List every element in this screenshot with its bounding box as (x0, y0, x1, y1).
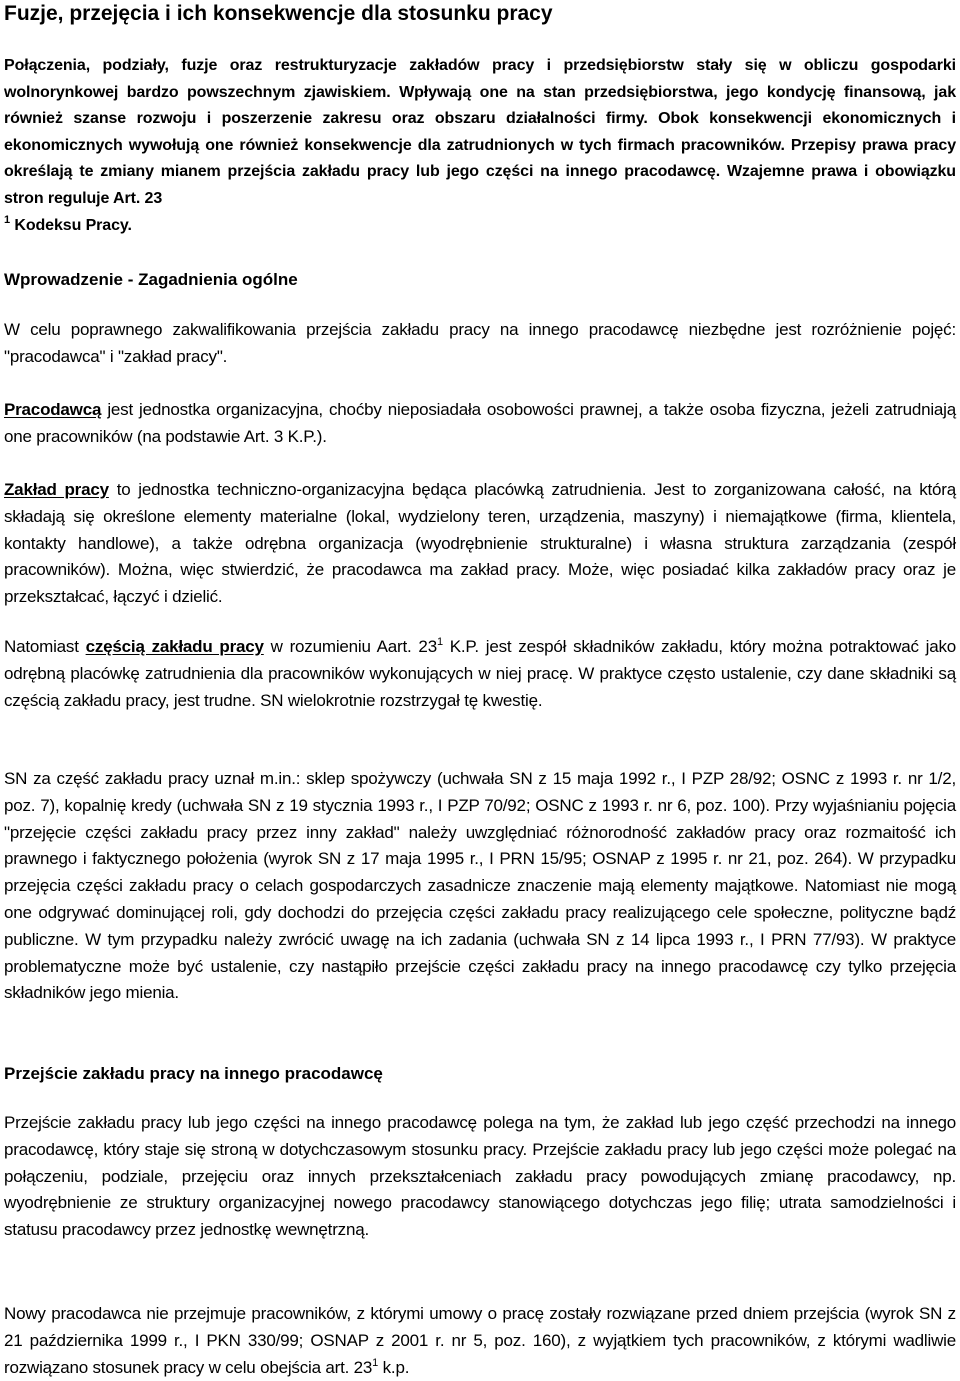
superscript: 1 (436, 636, 443, 648)
superscript: 1 (4, 213, 11, 226)
superscript: 1 (372, 1356, 379, 1369)
paragraph-transfer: Przejście zakładu pracy lub jego części na innego pracodawcę polega na tym, że zakład lub jego część przechodzi na innego pracodawcę, który staje się stroną w dotychczasowym stosunku pracy. Przejście zakładu pracy lub jego części może polegać na połączeniu, podziale, przejęciu oraz innych przekształceniach zakładu pracy powodujących zmianę pracodawcy, np. wyodrębnienie ze struktury organizacyjnej nowego pracodawcy stanowiącego dotychczas jego filię; utrata samodzielności i statusu pracodawcy przez jednostkę wewnętrzną. (4, 1113, 956, 1240)
paragraph-text: w rozumieniu Aart. 23 (263, 637, 437, 656)
paragraph-text: K.P. jest zespół składników zakładu, który można potraktować jako odrębną placówkę zatrudnienia dla pracowników wykonujących w niej pracę. W praktyce często ustalenie, czy dane składniki są częścią zakładu pracy, jest trudne. SN wielokrotnie rozstrzygał tę kwestię. (4, 637, 957, 710)
paragraph-new-employer (4, 1301, 956, 1381)
paragraph-text: Nowy pracodawca nie przejmuje pracowników, z którymi umowy o pracę zostały rozwiązane przed dniem przejścia (wyrok SN z 21 października 1999 r., I PKN 330/99; OSNAP z 2001 r. nr 5, poz. 160), z wyjątkiem tych pracowników, z którymi wadliwie rozwiązano stosunek pracy w celu obejścia art. 23 (4, 1304, 956, 1377)
paragraph-definitions: W celu poprawnego zakwalifikowania przejścia zakładu pracy na innego pracodawcę niezbędne jest rozróżnienie pojęć: "pracodawca" i "zakład pracy". (4, 320, 956, 366)
intro-text: Połączenia, podziały, fuzje oraz restrukturyzacje zakładów pracy i przedsiębiorstw stały się w obliczu gospodarki wolnorynkowej bardzo powszechnym zjawiskiem. Wpływają one na stan przedsiębiorstwa, jego kondycję finansową, jak również szanse rozwoju i poszerzenie zakresu oraz obszaru działalności firmy. Obok konsekwencji ekonomicznych i ekonomicznych wywołują one również konsekwencje dla zatrudnionych w tych firmach pracowników. Przepisy prawa pracy określają te zmiany mianem przejścia zakładu pracy lub jego części na innego pracodawcę. Wzajemne prawa i obowiązku stron reguluje Art. 23 (4, 57, 956, 207)
intro-paragraph (4, 53, 956, 239)
paragraph-case-law: SN za część zakładu pracy uznał m.in.: sklep spożywczy (uchwała SN z 15 maja 1992 r., I PZP 28/92; OSNC z 1993 r. nr 1/2, poz. 7), kopalnię kredy (uchwała SN z 19 stycznia 1993 r., I PZP 70/92; OSNC z 1993 r. nr 6, poz. 100). Przy wyjaśnianiu pojęcia "przejęcie części zakładu pracy przez inny zakład" należy uwzględniać różnorodność zakładów pracy oraz rozmaitość ich prawnego i faktycznego położenia (wyrok SN z 17 maja 1995 r., I PRN 15/95; OSNAP z 1995 r. nr 21, poz. 264). W przypadku przejęcia części zakładu pracy o celach gospodarczych zasadnicze znaczenie mają elementy majątkowe. Natomiast nie mogą one odgrywać dominującej roli, gdy dochodzi do przejęcia części zakładu pracy realizującego cele społeczne, polityczne bądź publiczne. W tym przypadku należy zwrócić uwagę na ich zadania (uchwała SN z 14 lipca 1993 r., I PRN 77/93). W praktyce problematyczne może być ustalenie, czy nastąpiło przejście części zakładu pracy na innego pracodawcę czy tylko przejęcia składników jego mienia. (4, 769, 956, 1003)
paragraph-text: Natomiast (4, 637, 86, 656)
paragraph-workplace-part (4, 634, 956, 714)
section-heading-introduction: Wprowadzenie - Zagadnienia ogólne (4, 270, 298, 289)
section-heading-transfer: Przejście zakładu pracy na innego pracodawcę (4, 1064, 383, 1083)
paragraph-employer (4, 397, 956, 451)
paragraph-text: to jednostka techniczno-organizacyjna będąca placówką zatrudnienia. Jest to zorganizowana całość, na którą składają się określone elementy materialne (lokal, wydzielony teren, urządzenia, maszyny) i niemajątkowe (firma, klientela, kontakty handlowe), a także odrębna organizacja (wyodrębnienie strukturalne) i własna struktura zarządzania (zespół pracowników). Można, więc stwierdzić, że pracodawca ma zakład pracy. Może, więc posiadać kilka zakładów pracy oraz je przekształcać, łączyć i dzielić. (4, 480, 956, 607)
paragraph-text-end: k.p. (378, 1357, 410, 1377)
term-employer: Pracodawcą (4, 400, 102, 419)
paragraph-text: jest jednostka organizacyjna, choćby nieposiadała osobowości prawnej, a także osoba fizyczna, jeżeli zatrudniają one pracowników (na podstawie Art. 3 K.P.). (4, 400, 956, 446)
term-workplace: Zakład pracy (4, 480, 109, 499)
term-workplace-part: częścią zakładu pracy (85, 637, 264, 656)
paragraph-workplace (4, 477, 956, 611)
document-title: Fuzje, przejęcia i ich konsekwencje dla stosunku pracy (4, 2, 553, 25)
intro-text-end: Kodeksu Pracy. (10, 216, 132, 234)
